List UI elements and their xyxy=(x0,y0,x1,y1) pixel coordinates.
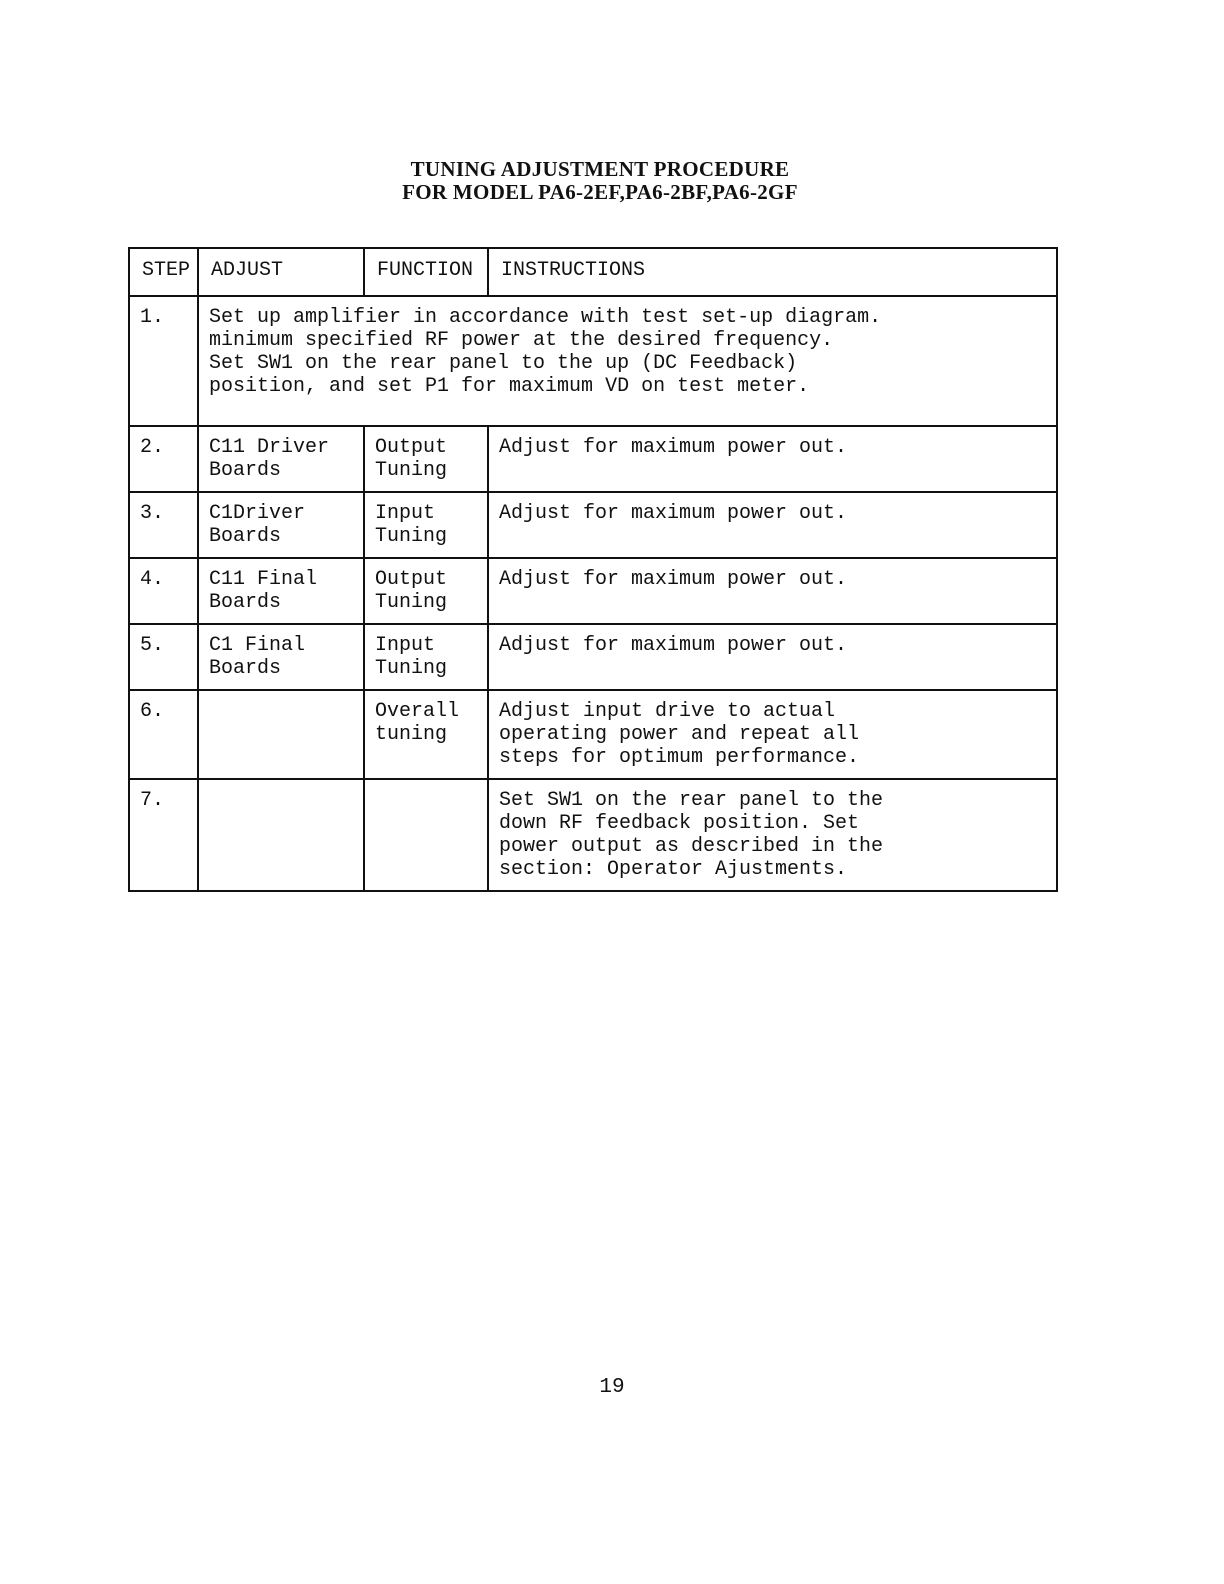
adjust-cell xyxy=(198,779,364,891)
table-row xyxy=(129,296,1057,426)
header-instructions: INSTRUCTIONS xyxy=(488,248,1057,296)
adjust-cell: C1 Final Boards xyxy=(198,624,364,690)
page-number: 19 xyxy=(599,1376,625,1399)
function-cell: Output Tuning xyxy=(364,426,488,492)
step-cell: 1. xyxy=(129,296,198,426)
table-row xyxy=(129,558,1057,624)
function-cell: Overall tuning xyxy=(364,690,488,779)
adjust-cell xyxy=(198,690,364,779)
title-line-2: FOR MODEL PA6-2EF,PA6-2BF,PA6-2GF xyxy=(402,180,798,204)
table-header-row xyxy=(129,248,1057,296)
adjust-cell: C11 Driver Boards xyxy=(198,426,364,492)
table-row xyxy=(129,690,1057,779)
instructions-cell: Adjust for maximum power out. xyxy=(488,624,1057,690)
adjust-cell: C11 Final Boards xyxy=(198,558,364,624)
instructions-cell: Adjust for maximum power out. xyxy=(488,558,1057,624)
instructions-cell: Adjust for maximum power out. xyxy=(488,492,1057,558)
table-row xyxy=(129,426,1057,492)
adjust-cell: C1Driver Boards xyxy=(198,492,364,558)
title-line-1: TUNING ADJUSTMENT PROCEDURE xyxy=(410,157,790,181)
step-cell: 5. xyxy=(129,624,198,690)
function-cell: Input Tuning xyxy=(364,624,488,690)
step-cell: 7. xyxy=(129,779,198,891)
step-cell: 3. xyxy=(129,492,198,558)
function-cell xyxy=(364,779,488,891)
function-cell: Input Tuning xyxy=(364,492,488,558)
instructions-cell: Adjust input drive to actual operating power and repeat all steps for optimum performance. xyxy=(488,690,1057,779)
step-cell: 2. xyxy=(129,426,198,492)
step-cell: 6. xyxy=(129,690,198,779)
instructions-cell: Set up amplifier in accordance with test set-up diagram. minimum specified RF power at the desired frequency. Set SW1 on the rear panel to the up (DC Feedback) position, and set P1 for maximum VD on test meter. xyxy=(198,296,1057,426)
instructions-cell: Set SW1 on the rear panel to the down RF feedback position. Set power output as described in the section: Operator Ajustments. xyxy=(488,779,1057,891)
tuning-procedure-table xyxy=(128,247,1058,892)
header-function: FUNCTION xyxy=(364,248,488,296)
table-row xyxy=(129,492,1057,558)
function-cell: Output Tuning xyxy=(364,558,488,624)
step-cell: 4. xyxy=(129,558,198,624)
header-step: STEP xyxy=(129,248,198,296)
table-row xyxy=(129,624,1057,690)
table-row xyxy=(129,779,1057,891)
instructions-cell: Adjust for maximum power out. xyxy=(488,426,1057,492)
header-adjust: ADJUST xyxy=(198,248,364,296)
